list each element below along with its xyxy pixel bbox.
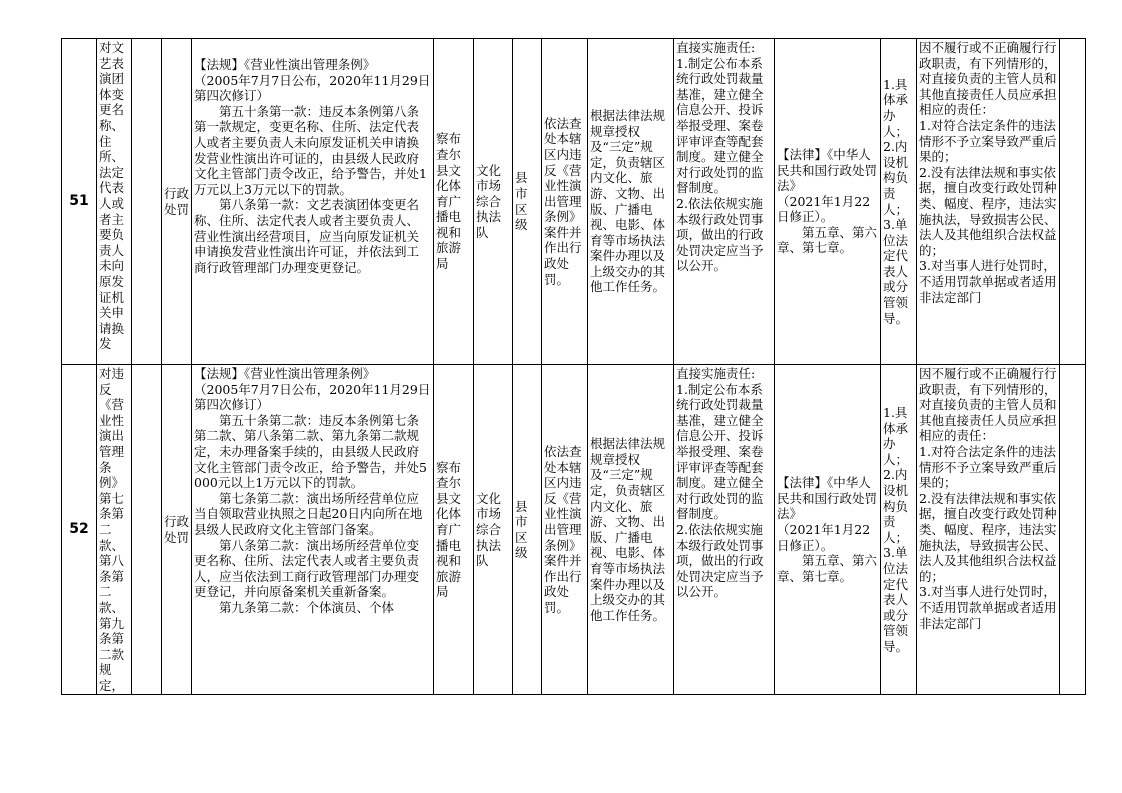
basis-line: 第七条第二款：演出场所经营单位应当自领取营业执照之日起20日内向所在地县级人民政府文化主管部门备案。 (194, 490, 423, 537)
accountability-line: 因不履行或不正确履行行政职责，有下列情形的，对直接负责的主管人员和其他直接责任人员应承担相应的责任： (919, 40, 1057, 118)
table-row (62, 365, 1086, 695)
basis-line: 第五十条第二款：违反本条例第七条第二款、第八条第二款、第九条第二款规定，未办理备案手续的，由县级人民政府文化主管部门责令改正，给予警告，并处5000元以上1万元以下的罚款。 (194, 412, 427, 491)
accountability-line: 3.对当事人进行处罚时，不适用罚款单据或者适用非法定部门 (919, 258, 1057, 305)
exercise-level: 县市区级 (515, 170, 528, 233)
duty-line: 直接实施责任: (676, 40, 756, 55)
duty-line: 1.制定公布本系统行政处罚裁量基准，建立健全信息公开、投诉举报受理、案卷评审评查等配套制度。建立健全对行政处罚的监督制度。 (676, 55, 764, 196)
basis-line: （2005年7月7日公布，2020年11月29日第四次修订） (194, 72, 431, 104)
accountability (917, 39, 1059, 365)
accountability-line: 3.对当事人进行处罚时，不适用罚款单据或者适用非法定部门 (919, 584, 1057, 631)
basis-line: 【法规】《营业性演出管理条例》 (194, 57, 376, 72)
accountability (917, 365, 1059, 695)
duty-line: 2.依法依规实施本级行政处罚事项，做出的行政处罚决定应当予以公开。 (676, 521, 764, 600)
responsible-subject: 1.具体承办人；2.内设机构负责人；3.单位法定代表人或分管领导。 (883, 76, 909, 326)
duty-basis-line: （2021年1月22日修正）。 (777, 193, 871, 225)
blank-cell (132, 365, 162, 695)
responsibility-basis (775, 146, 880, 257)
power-content: 依法查处本辖区内违反《营业性演出管理条例》案件并作出行政处罚。 (544, 443, 582, 615)
responsibility-items (674, 365, 774, 695)
power-category: 行政处罚 (164, 514, 190, 545)
basis-line: 第九条第二款：个体演员、个体 (219, 599, 395, 615)
duty-basis-line: 【法律】《中华人民共和国行政处罚法》 (777, 146, 878, 194)
responsibility-division: 根据法律法规规章授权及“三定”规定，负责辖区内文化、旅游、文物、出版、广播电视、电影、体育等市场执法案件办理以及上级交办的其他工作任务。 (590, 107, 666, 295)
duty-basis-line: 【法律】《中华人民共和国行政处罚法》 (777, 475, 878, 522)
implementing-unit: 文化市场综合执法队 (476, 162, 502, 240)
accountability-line: 2.没有法律法规和事实依据，擅自改变行政处罚种类、幅度、程序，违法实施执法，导致损害公民、法人及其他组织合法权益的； (919, 164, 1057, 258)
basis-line: 第五十条第一款：违反本条例第八条第一款规定，变更名称、住所、法定代表人或者主要负责人未向原发证机关申请换发营业性演出许可证的，由县级人民政府文化主管部门责令改正，给予警告，并处1万元以上3万元以下的罚款。 (194, 103, 427, 197)
remark-cell (1060, 365, 1086, 695)
implementing-department: 察布查尔县文化体育广播电视和旅游局 (436, 131, 462, 272)
basis-line: （2005年7月7日公布，2020年11月29日第四次修订） (194, 381, 431, 413)
implementing-unit: 文化市场综合执法队 (476, 490, 502, 569)
duty-line: 2.依法依规实施本级行政处罚事项，做出的行政处罚决定应当予以公开。 (676, 195, 764, 274)
responsible-subject: 1.具体承办人；2.内设机构负责人；3.单位法定代表人或分管领导。 (883, 404, 909, 654)
accountability-line: 1.对符合法定条件的违法情形不予立案导致严重后果的； (919, 117, 1057, 165)
table-row (62, 39, 1086, 365)
implementing-department: 察布查尔县文化体育广播电视和旅游局 (436, 459, 462, 600)
remark-cell (1060, 39, 1086, 365)
accountability-line: 2.没有法律法规和事实依据，擅自改变行政处罚种类、幅度、程序，违法实施执法，导致损害公民、法人及其他组织合法权益的； (919, 490, 1057, 584)
legal-basis (192, 39, 433, 365)
row-number: 51 (62, 39, 97, 365)
legal-basis (192, 365, 433, 695)
duty-basis-line: （2021年1月22日修正）。 (777, 521, 871, 553)
duty-line: 1.制定公布本系统行政处罚裁量基准，建立健全信息公开、投诉举报受理、案卷评审评查等配套制度。建立健全对行政处罚的监督制度。 (676, 381, 764, 522)
duty-basis-line: 第五章、第六章、第七章。 (777, 553, 878, 584)
basis-line: 第八条第二款：演出场所经营单位变更名称、住所、法定代表人或者主要负责人，应当依法到工商行政管理部门办理变更登记，并向原备案机关重新备案。 (194, 537, 420, 600)
power-category: 行政处罚 (164, 185, 190, 217)
duty-basis-line: 第五章、第六章、第七章。 (777, 224, 878, 256)
accountability-line: 因不履行或不正确履行行政职责，有下列情形的，对直接负责的主管人员和其他直接责任人员应承担相应的责任： (919, 366, 1057, 444)
accountability-line: 1.对符合法定条件的违法情形不予立案导致严重后果的； (919, 443, 1057, 491)
responsibility-items (674, 39, 774, 365)
basis-line: 【法规】《营业性演出管理条例》 (194, 366, 376, 381)
power-content: 依法查处本辖区内违反《营业性演出管理条例》案件并作出行政处罚。 (544, 115, 582, 287)
duty-line: 直接实施责任: (676, 366, 756, 381)
basis-line: 第八条第一款：文艺表演团体变更名称、住所、法定代表人或者主要负责人、营业性演出经营项目，应当向原发证机关申请换发营业性演出许可证，并依法到工商行政管理部门办理变更登记。 (194, 197, 420, 275)
item-name: 对违反《营业性演出管理条例》第七条第二款、第八条第二款、第九条第二款规定， (99, 366, 125, 693)
responsibility-basis (775, 474, 880, 585)
item-name: 对文艺表演团体变更名称、住所、法定代表人或者主要负责人未向原发证机关申请换发 (99, 40, 125, 352)
responsibility-division: 根据法律法规规章授权及“三定”规定，负责辖区内文化、旅游、文物、出版、广播电视、电影、体育等市场执法案件办理以及上级交办的其他工作任务。 (590, 436, 666, 623)
blank-cell (132, 39, 162, 365)
exercise-level: 县市区级 (515, 498, 528, 561)
row-number: 52 (62, 365, 97, 695)
power-list-table (61, 38, 1086, 695)
